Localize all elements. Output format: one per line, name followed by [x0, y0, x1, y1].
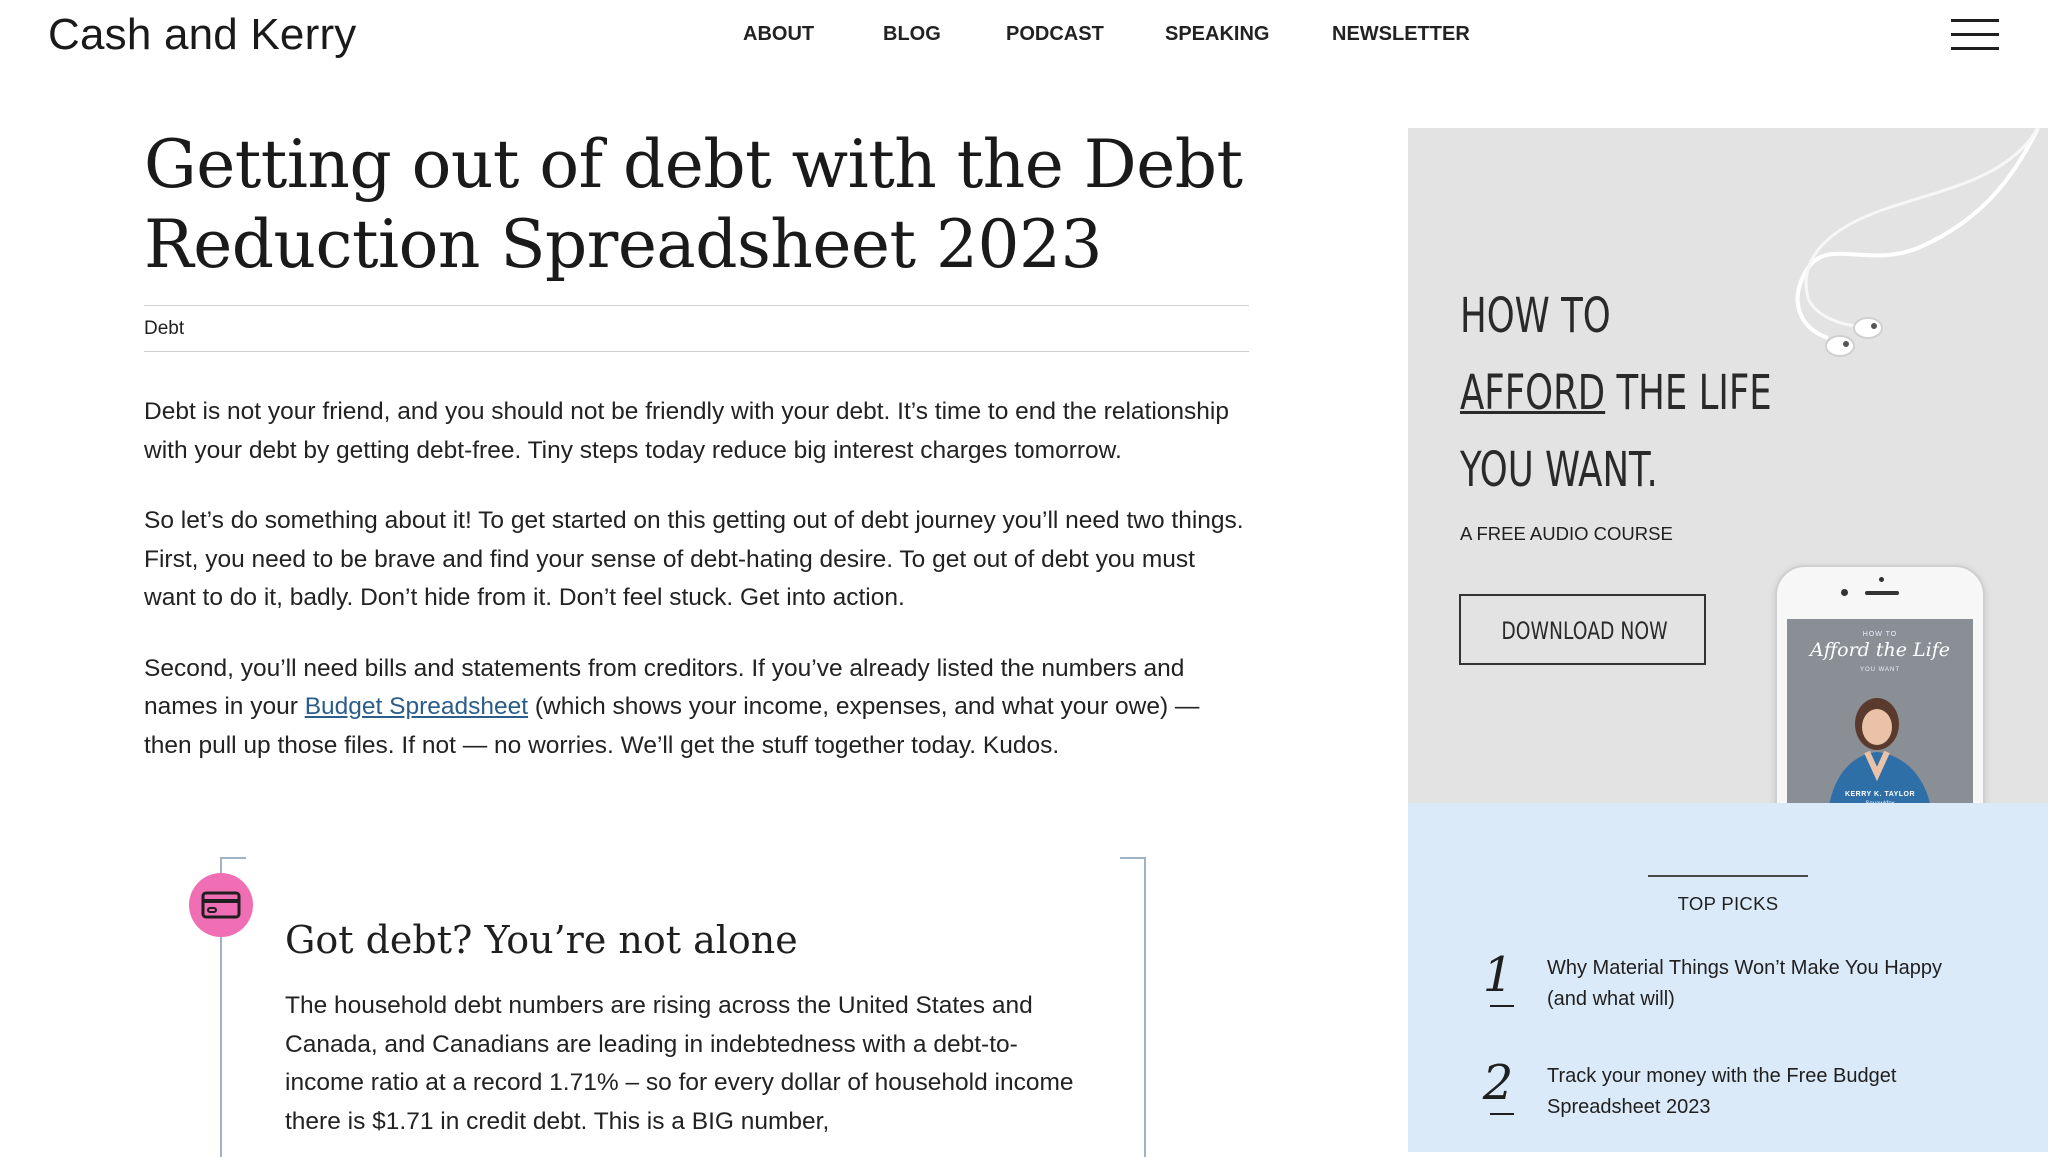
site-header: [0, 0, 2048, 70]
nav-podcast[interactable]: PODCAST: [1006, 23, 1104, 45]
category-link-debt[interactable]: Debt: [144, 318, 185, 339]
screen-small-top: HOW TO: [1862, 631, 1898, 638]
site-logo[interactable]: Cash and Kerry: [48, 10, 357, 59]
download-now-label: DOWNLOAD NOW: [1501, 617, 1668, 645]
callout-box: [220, 857, 1146, 1157]
top-pick-item[interactable]: [1478, 947, 2018, 1023]
article: [144, 125, 1249, 759]
screen-author: KERRY K. TAYLOR: [1844, 791, 1916, 798]
credit-card-icon: [201, 885, 241, 925]
screen-script-title: Afford the Life: [1809, 639, 1951, 661]
top-picks: [1408, 803, 2048, 1152]
top-pick-link[interactable]: Why Material Things Won’t Make You Happy (and what will): [1547, 957, 1943, 1010]
post-body: [144, 393, 1249, 797]
screen-small-bottom: YOU WANT: [1859, 667, 1901, 673]
top-pick-number: 1: [1482, 947, 1514, 1003]
divider: [1648, 875, 1808, 877]
top-pick-number: 2: [1482, 1055, 1514, 1111]
post-title-line-2: Reduction Spreadsheet 2023: [144, 206, 1102, 283]
nav-about[interactable]: ABOUT: [743, 23, 815, 45]
category-bar: [144, 305, 1249, 352]
top-picks-heading: TOP PICKS: [1677, 893, 1779, 914]
promo-subtitle: A FREE AUDIO COURSE: [1460, 523, 1673, 544]
nav-blog[interactable]: BLOG: [883, 23, 941, 45]
promo-headline-line-2: [1460, 355, 1772, 432]
callout-badge: [189, 873, 253, 937]
download-now-button[interactable]: [1459, 594, 1706, 665]
promo-headline: [1460, 278, 1772, 509]
paragraph-text: (which shows your income, expenses, and what your owe) — then pull up those files. If not — no worries. We’ll get the stuff together today. Kudos.: [144, 693, 1200, 759]
divider: [1490, 1113, 1514, 1115]
paragraph-text: Second, you’ll need bills and statements from creditors. If you’ve already listed the numbers and names in your: [144, 654, 1185, 720]
callout-title: Got debt? You’re not alone: [285, 918, 798, 962]
promo-headline-line-3: YOU WANT.: [1460, 442, 1658, 498]
top-pick-item[interactable]: [1478, 1055, 2018, 1131]
paragraph: Debt is not your friend, and you should not be friendly with your debt. It’s time to end the relationship with your debt by getting debt-free. Tiny steps today reduce big interest charges tomorrow.: [144, 398, 1229, 464]
post-title: [144, 125, 1249, 285]
promo-headline-rest: THE LIFE: [1605, 365, 1772, 421]
callout-text: The household debt numbers are rising across the United States and Canada, and Canadians are leading in indebtedness with a debt-to-income ratio at a record 1.71% – so for every dollar of household income there is $1.71 in credit debt. This is a BIG number,: [285, 992, 1074, 1135]
paragraph: So let’s do something about it! To get started on this getting out of debt journey you’ll need two things. First, you need to be brave and find your sense of debt-hating desire. To get out of debt you must want to do it, badly. Don’t hide from it. Don’t feel stuck. Get into action.: [144, 507, 1244, 611]
nav-speaking[interactable]: SPEAKING: [1165, 23, 1270, 45]
divider: [1490, 1005, 1514, 1007]
main-nav: [700, 20, 1500, 48]
promo-headline-underlined: AFFORD: [1460, 365, 1606, 421]
top-pick-link[interactable]: Track your money with the Free Budget Spreadsheet 2023: [1547, 1065, 1897, 1118]
promo-banner[interactable]: [1408, 128, 2048, 803]
paragraph: [144, 650, 1249, 766]
nav-newsletter[interactable]: NEWSLETTER: [1332, 23, 1470, 45]
post-title-line-1: Getting out of debt with the Debt: [144, 126, 1243, 203]
menu-icon[interactable]: [1951, 19, 1999, 51]
promo-headline-line-1: HOW TO: [1460, 288, 1611, 344]
budget-spreadsheet-link[interactable]: Budget Spreadsheet: [304, 693, 529, 720]
